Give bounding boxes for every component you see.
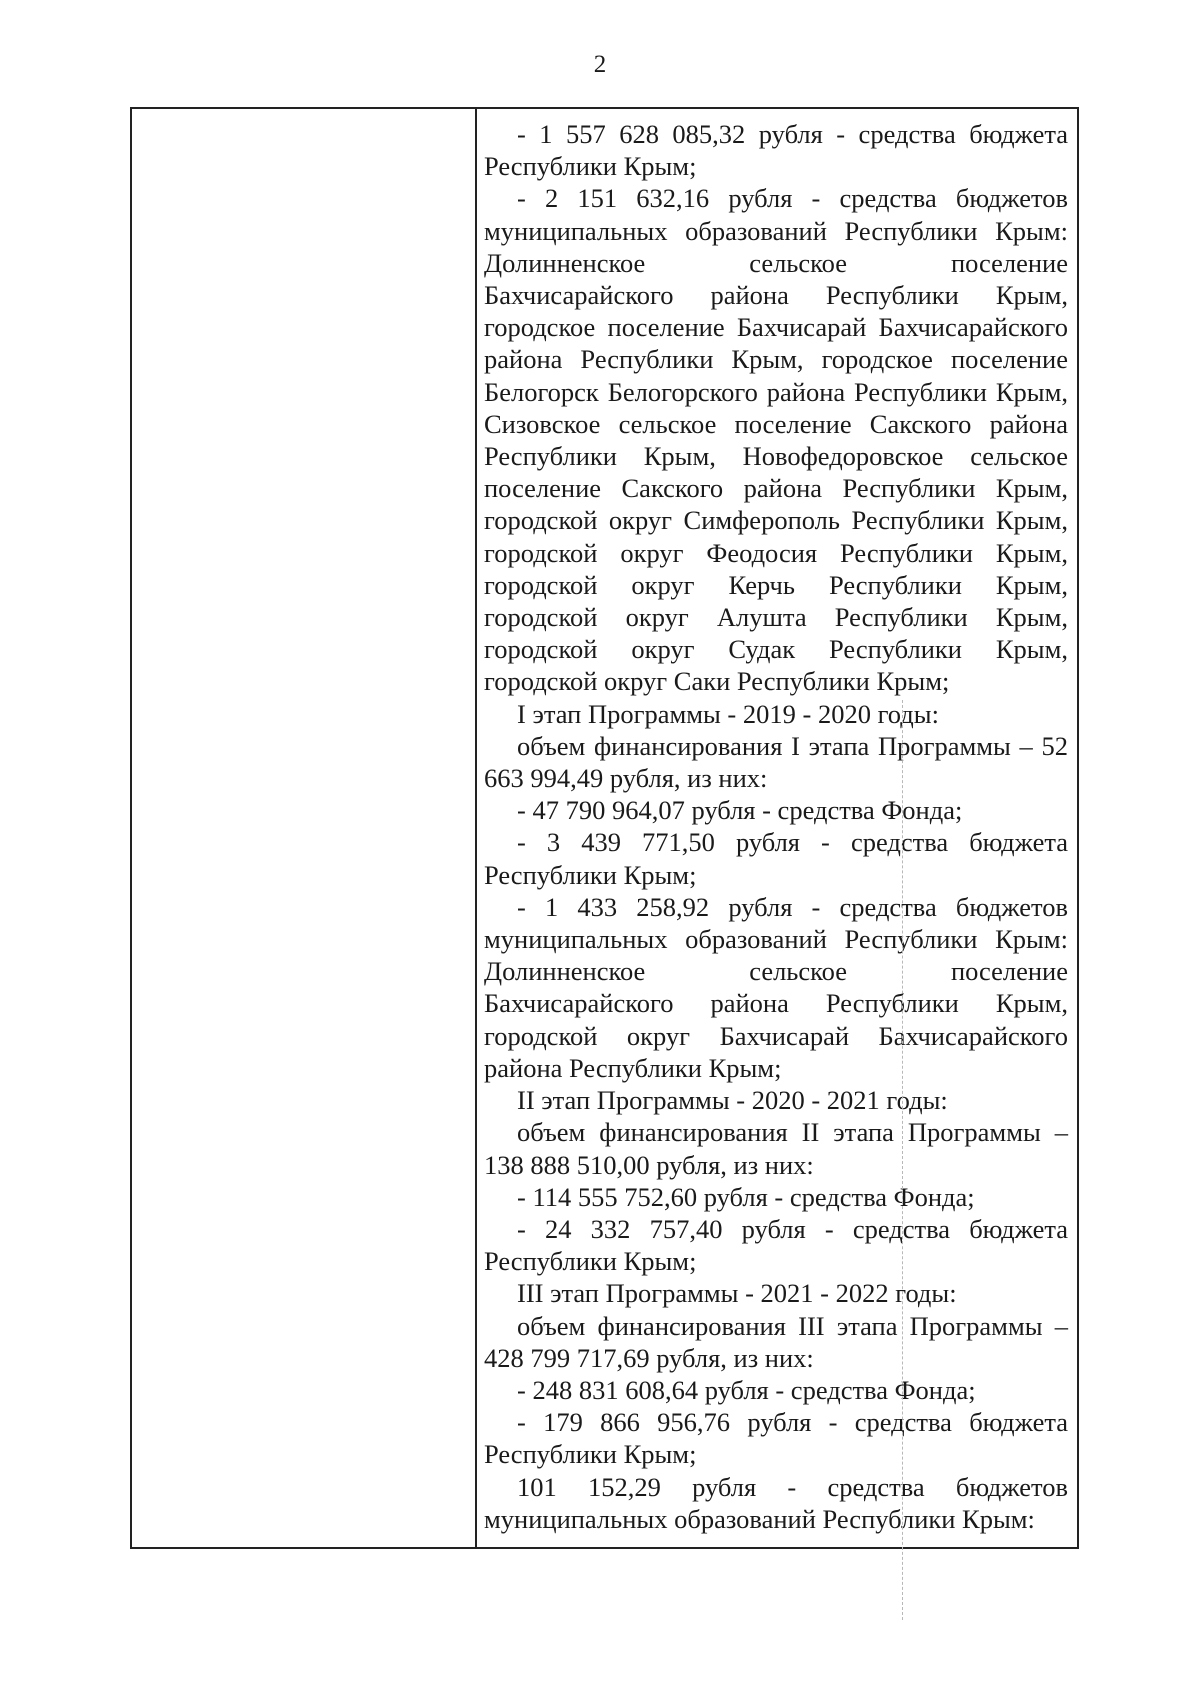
- funding-paragraph: - 24 332 757,40 рубля - средства бюджета Республики Крым;: [484, 1213, 1068, 1277]
- funding-paragraph: - 1 433 258,92 рубля - средства бюджетов муниципальных образований Республики Крым: Долинненское сельское поселение Бахчисарайского района Республики Крым, городской округ Бахчисарай Бахчисарайского района Республики Крым;: [484, 891, 1068, 1083]
- funding-paragraph: - 114 555 752,60 рубля - средства Фонда;: [517, 1181, 975, 1212]
- table-label-cell: [132, 109, 475, 1547]
- stage-heading: II этап Программы - 2020 - 2021 годы:: [517, 1085, 948, 1116]
- funding-paragraph: - 1 557 628 085,32 рубля - средства бюджета Республики Крым;: [484, 119, 1068, 182]
- column-divider: [475, 109, 477, 1547]
- stage-heading: I этап Программы - 2019 - 2020 годы:: [517, 698, 939, 729]
- funding-paragraph: 101 152,29 рубля - средства бюджетов муниципальных образований Республики Крым:: [484, 1471, 1068, 1534]
- table-value-cell: [484, 118, 1068, 1535]
- funding-paragraph: объем финансирования I этапа Программы – 52 663 994,49 рубля, из них:: [484, 730, 1068, 794]
- page-number: 2: [593, 51, 607, 78]
- funding-paragraph: - 179 866 956,76 рубля - средства бюджета Республики Крым;: [484, 1407, 1068, 1470]
- passport-table: [130, 107, 1079, 1549]
- funding-paragraph: - 47 790 964,07 рубля - средства Фонда;: [517, 795, 963, 826]
- funding-paragraph: объем финансирования III этапа Программы – 428 799 717,69 рубля, из них:: [484, 1310, 1068, 1373]
- funding-paragraph: - 3 439 771,50 рубля - средства бюджета Республики Крым;: [484, 827, 1068, 890]
- funding-paragraph: - 248 831 608,64 рубля - средства Фонда;: [517, 1374, 976, 1405]
- funding-paragraph: - 2 151 632,16 рубля - средства бюджетов муниципальных образований Республики Крым: Долинненское сельское поселение Бахчисарайского района Республики Крым, городское поселение Бахчисарай Бахчисарайского района Республики Крым, городское поселение Белогорск Белогорского района Республики Крым, Сизовское сельское поселение Сакского района Республики Крым, Новофедоровское сельское поселение Сакского района Республики Крым, городской округ Симферополь Республики Крым, городской округ Феодосия Республики Крым, городской округ Керчь Республики Крым, городской округ Алушта Республики Крым, городской округ Судак Республики Крым, городской округ Саки Республики Крым;: [484, 183, 1068, 697]
- funding-paragraph: объем финансирования II этапа Программы – 138 888 510,00 рубля, из них:: [484, 1117, 1068, 1180]
- scan-artifact-line: [902, 700, 903, 1620]
- stage-heading: III этап Программы - 2021 - 2022 годы:: [517, 1278, 957, 1309]
